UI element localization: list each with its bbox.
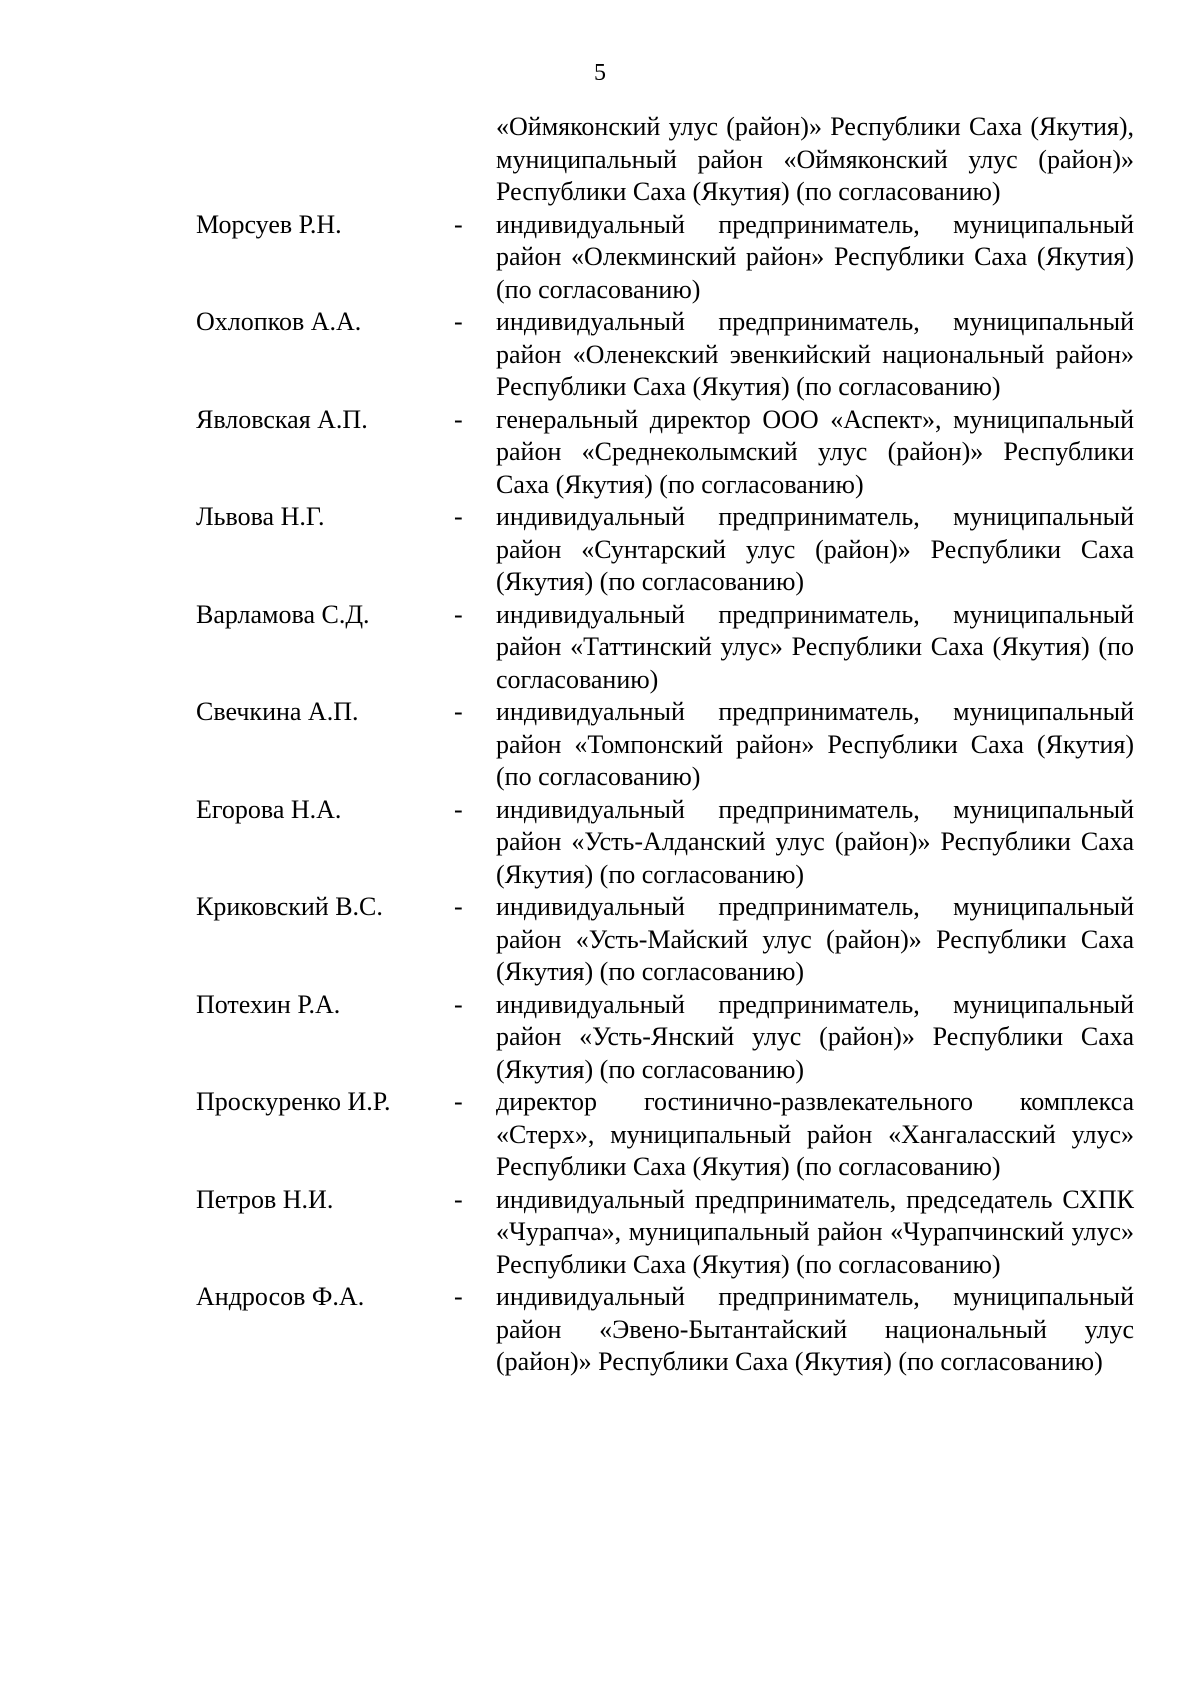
member-description: индивидуальный предприниматель, муниципальный район «Таттинский улус» Республики Саха (Якутия) (по согласованию) bbox=[496, 599, 1134, 694]
member-name: Свечкина А.П. bbox=[196, 697, 359, 726]
member-description: индивидуальный предприниматель, муниципальный район «Усть-Алданский улус (район)» Республики Саха (Якутия) (по согласованию) bbox=[496, 794, 1134, 889]
member-row bbox=[196, 501, 1134, 599]
member-description: индивидуальный предприниматель, председатель СХПК «Чурапча», муниципальный район «Чурапчинский улус» Республики Саха (Якутия) (по согласованию) bbox=[496, 1184, 1134, 1279]
page-number: 5 bbox=[594, 60, 606, 86]
member-description: индивидуальный предприниматель, муниципальный район «Усть-Майский улус (район)» Республики Саха (Якутия) (по согласованию) bbox=[496, 892, 1134, 986]
member-name: Егорова Н.А. bbox=[196, 794, 342, 824]
member-description: директор гостинично-развлекательного комплекса «Стерх», муниципальный район «Хангаласский улус» Республики Саха (Якутия) (по согласованию) bbox=[496, 1087, 1134, 1181]
member-dash: - bbox=[454, 892, 463, 921]
member-dash: - bbox=[454, 209, 463, 239]
member-name: Криковский В.С. bbox=[196, 892, 383, 921]
member-name: Потехин Р.А. bbox=[196, 989, 341, 1019]
member-dash: - bbox=[454, 307, 463, 336]
member-name: Явловская А.П. bbox=[196, 404, 368, 434]
member-row bbox=[196, 404, 1134, 502]
member-row bbox=[196, 209, 1134, 307]
member-dash: - bbox=[454, 1282, 463, 1311]
member-dash: - bbox=[454, 794, 463, 824]
member-name: Петров Н.И. bbox=[196, 1184, 334, 1214]
member-dash: - bbox=[454, 1087, 463, 1116]
member-name: Андросов Ф.А. bbox=[196, 1282, 365, 1311]
member-row bbox=[196, 1086, 1134, 1184]
member-row bbox=[196, 891, 1134, 989]
member-name: Морсуев Р.Н. bbox=[196, 209, 342, 239]
member-row bbox=[196, 696, 1134, 794]
member-name: Охлопков А.А. bbox=[196, 307, 362, 336]
member-description: индивидуальный предприниматель, муниципальный район «Олекминский район» Республики Саха (Якутия) (по согласованию) bbox=[496, 209, 1134, 304]
member-dash: - bbox=[454, 697, 463, 726]
member-dash: - bbox=[454, 599, 463, 629]
member-name: Проскуренко И.Р. bbox=[196, 1087, 391, 1116]
member-description: индивидуальный предприниматель, муниципальный район «Сунтарский улус (район)» Республики Саха (Якутия) (по согласованию) bbox=[496, 502, 1134, 596]
member-row bbox=[196, 599, 1134, 697]
member-name: Варламова С.Д. bbox=[196, 599, 370, 629]
member-description: индивидуальный предприниматель, муниципальный район «Усть-Янский улус (район)» Республики Саха (Якутия) (по согласованию) bbox=[496, 989, 1134, 1084]
member-dash: - bbox=[454, 502, 463, 531]
member-dash: - bbox=[454, 404, 463, 434]
member-row bbox=[196, 306, 1134, 404]
member-dash: - bbox=[454, 1184, 463, 1214]
member-description: индивидуальный предприниматель, муниципальный район «Эвено-Бытантайский национальный улус (район)» Республики Саха (Якутия) (по согласованию) bbox=[496, 1282, 1134, 1376]
member-roster bbox=[196, 111, 1134, 1379]
continuation-text: «Оймяконский улус (район)» Республики Саха (Якутия), муниципальный район «Оймяконский улус (район)» Республики Саха (Якутия) (по согласованию) bbox=[496, 112, 1134, 206]
member-description: индивидуальный предприниматель, муниципальный район «Томпонский район» Республики Саха (Якутия) (по согласованию) bbox=[496, 697, 1134, 791]
member-dash: - bbox=[454, 989, 463, 1019]
member-row bbox=[196, 1184, 1134, 1282]
member-row bbox=[196, 794, 1134, 892]
member-row bbox=[196, 1281, 1134, 1379]
member-name: Львова Н.Г. bbox=[196, 502, 325, 531]
member-description: генеральный директор ООО «Аспект», муниципальный район «Среднеколымский улус (район)» Республики Саха (Якутия) (по согласованию) bbox=[496, 404, 1134, 499]
member-row bbox=[196, 989, 1134, 1087]
member-description: индивидуальный предприниматель, муниципальный район «Оленекский эвенкийский национальный район» Республики Саха (Якутия) (по согласованию) bbox=[496, 307, 1134, 401]
